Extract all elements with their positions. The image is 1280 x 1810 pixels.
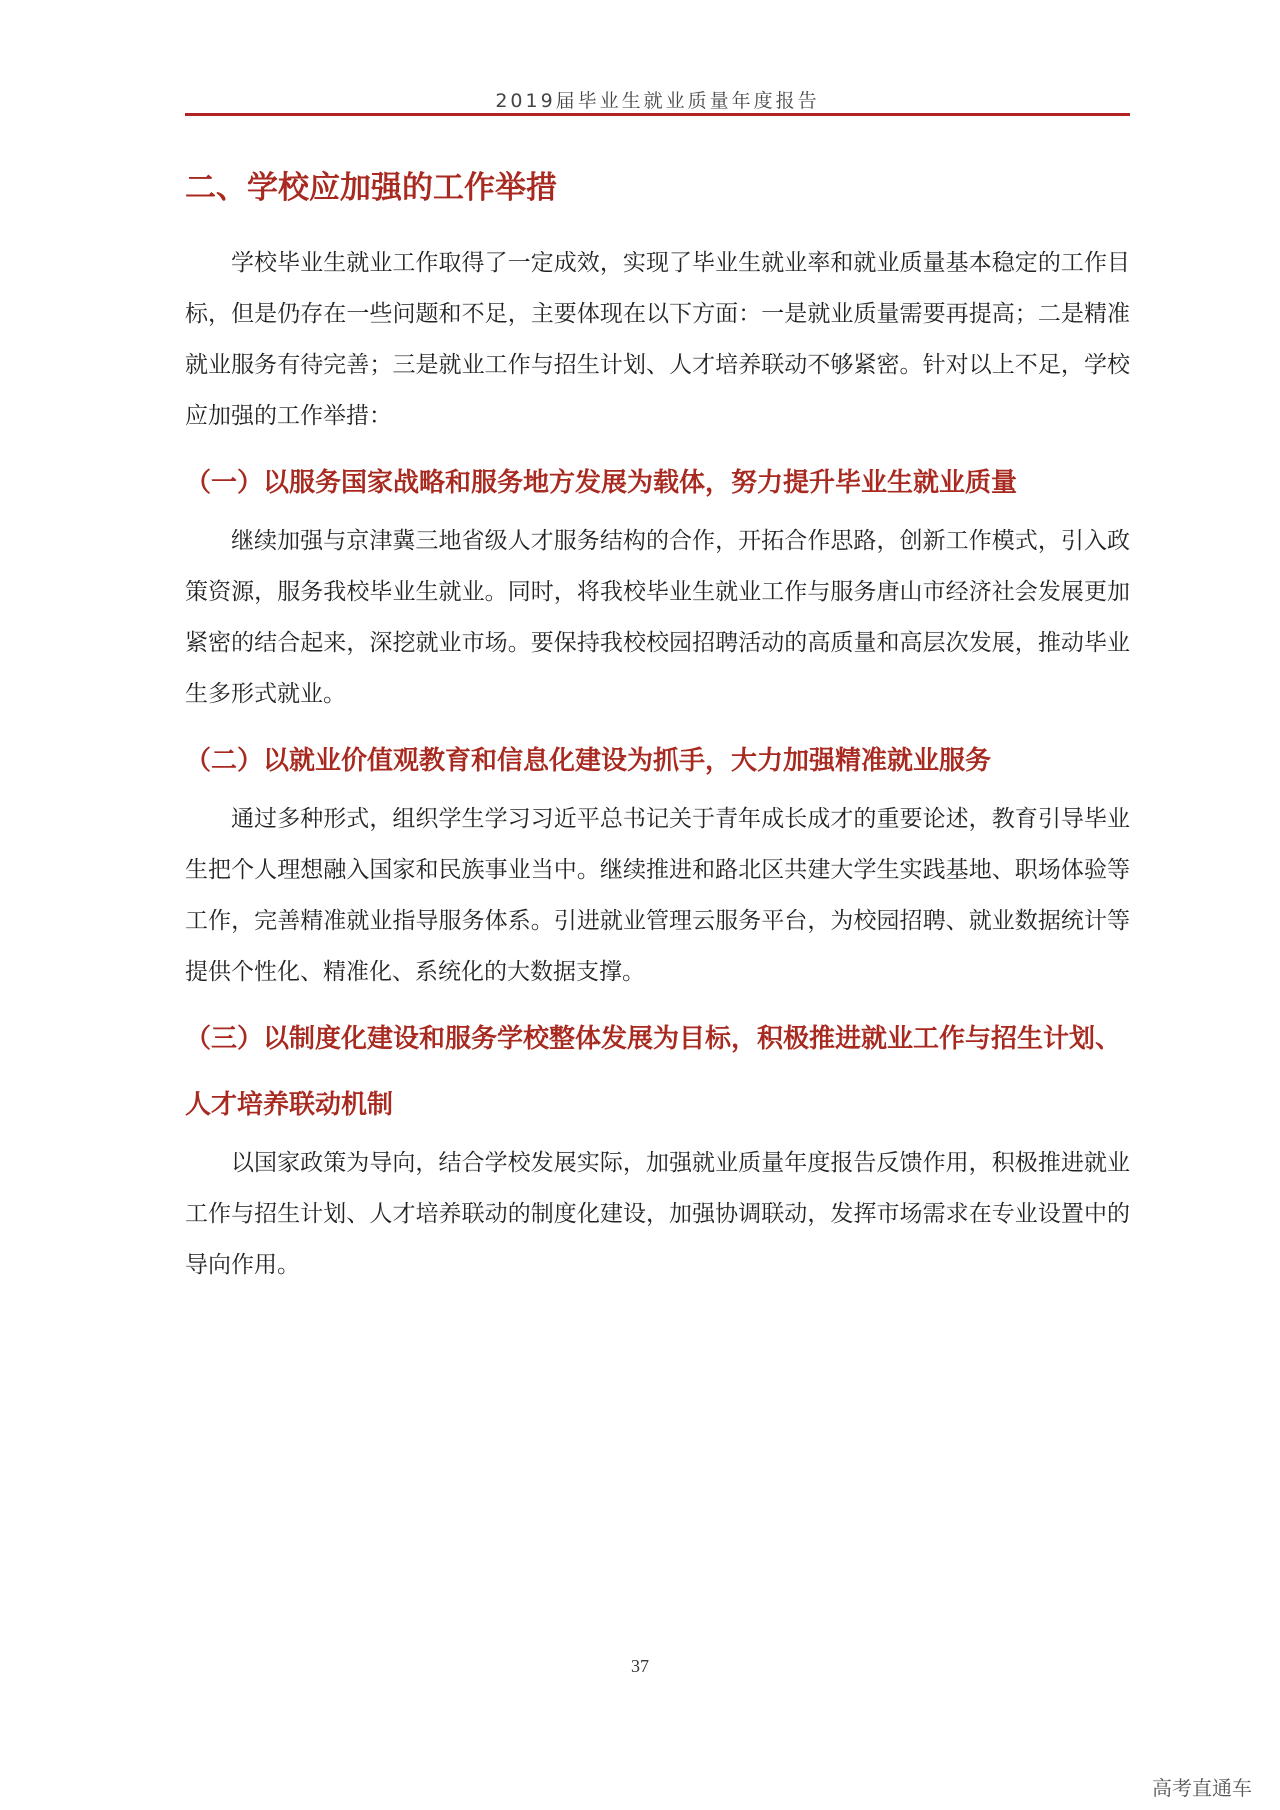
watermark: 高考直通车 [1152,1776,1252,1800]
subsection-title-2: （二）以就业价值观教育和信息化建设为抓手，大力加强精准就业服务 [185,746,992,776]
section-title: 二、学校应加强的工作举措 [185,170,557,206]
running-header: 2019届毕业生就业质量年度报告 [495,90,820,112]
subsection-title-1: （一）以服务国家战略和服务地方发展为载体，努力提升毕业生就业质量 [185,468,1018,498]
header-rule [185,113,1130,116]
subsection-body-1: 继续加强与京津冀三地省级人才服务结构的合作，开拓合作思路，创新工作模式，引入政策资源，服务我校毕业生就业。同时，将我校毕业生就业工作与服务唐山市经济社会发展更加紧密的结合起来，深挖就业市场。要保持我校校园招聘活动的高质量和高层次发展，推动毕业生多形式就业。 [185,528,1130,707]
subsection-title-3: （三）以制度化建设和服务学校整体发展为目标，积极推进就业工作与招生计划、人才培养联动机制 [185,1024,1122,1120]
page-number: 37 [631,1656,649,1676]
subsection-body-3: 以国家政策为导向，结合学校发展实际，加强就业质量年度报告反馈作用，积极推进就业工作与招生计划、人才培养联动的制度化建设，加强协调联动，发挥市场需求在专业设置中的导向作用。 [185,1150,1130,1278]
intro-paragraph: 学校毕业生就业工作取得了一定成效，实现了毕业生就业率和就业质量基本稳定的工作目标，但是仍存在一些问题和不足，主要体现在以下方面：一是就业质量需要再提高；二是精准就业服务有待完善；三是就业工作与招生计划、人才培养联动不够紧密。针对以上不足，学校应加强的工作举措： [185,250,1130,429]
subsection-body-2: 通过多种形式，组织学生学习习近平总书记关于青年成长成才的重要论述，教育引导毕业生把个人理想融入国家和民族事业当中。继续推进和路北区共建大学生实践基地、职场体验等工作，完善精准就业指导服务体系。引进就业管理云服务平台，为校园招聘、就业数据统计等提供个性化、精准化、系统化的大数据支撑。 [185,806,1130,985]
page-content [185,160,1130,1299]
